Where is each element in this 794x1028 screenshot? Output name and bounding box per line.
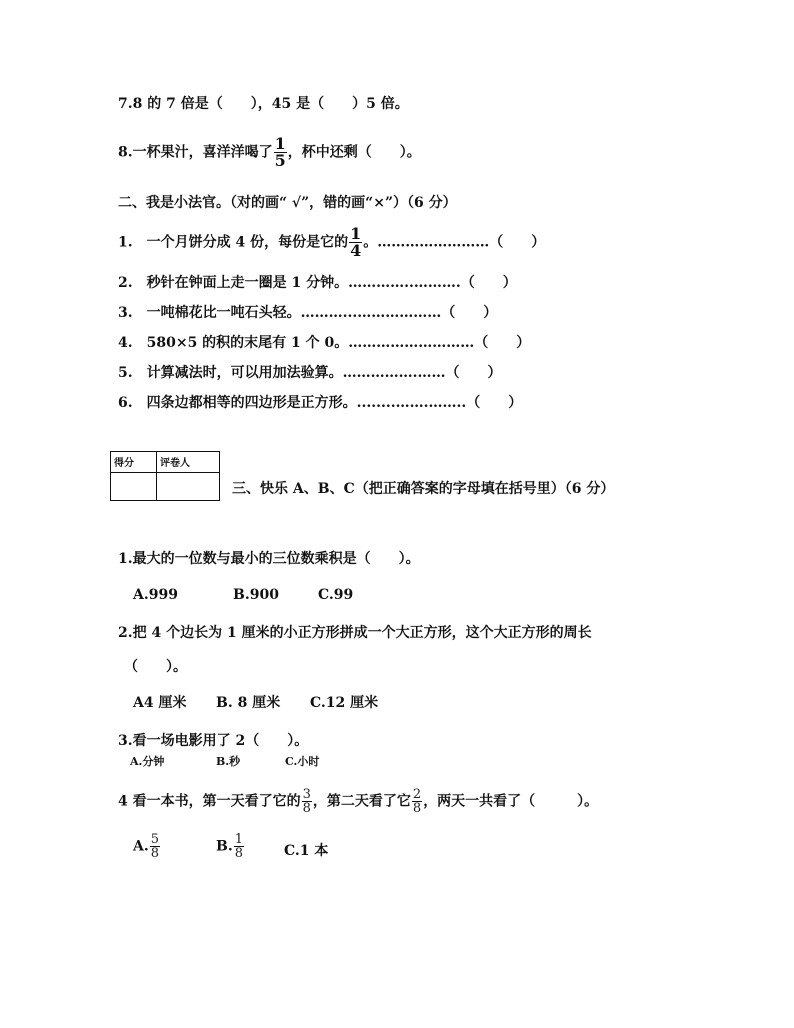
choice-question-4 [118, 788, 598, 815]
section-3-heading: 三、快乐 A、B、C（把正确答案的字母填在括号里）（6 分） [232, 481, 615, 497]
q1-option-a: A.999 [133, 587, 178, 603]
question-8 [118, 136, 421, 169]
fraction-two-eighths: $\frac{2}{8}$ [412, 787, 422, 816]
judge-item-3: 3. 一吨棉花比一吨石头轻。………...………………（ ） [118, 305, 498, 321]
fraction-one-eighth: $\frac{1}{8}$ [234, 832, 243, 861]
judge-item-1-text: 1. 一个月饼分成 4 份，每份是它的 [118, 234, 349, 251]
score-cell [111, 473, 157, 501]
choice-question-4-mid: ，第二天看了它 [312, 793, 411, 810]
choice-question-3: 3.看一场电影用了 2（ ）。 [118, 733, 309, 749]
q4-option-b: B. $\frac{1}{8}$ [216, 832, 243, 861]
question-8-text: 8.一杯果汁，喜洋洋喝了 [118, 144, 273, 161]
grader-cell [156, 473, 219, 501]
fraction-one-fifth: $\frac{1}{5}$ [274, 134, 286, 170]
judge-item-2: 2. 秒针在钟面上走一圈是 1 分钟。…………..……….（ ） [118, 275, 517, 291]
q1-option-b: B.900 [233, 587, 279, 603]
q3-option-c: C.小时 [285, 755, 320, 768]
judge-item-1 [118, 226, 545, 259]
q3-option-b: B.秒 [216, 755, 241, 768]
fraction-one-quarter: $\frac{1}{4}$ [350, 224, 362, 260]
judge-item-6: 6. 四条边都相等的四边形是正方形。........…….……..（ ） [118, 395, 523, 411]
score-label: 得分 [111, 452, 157, 473]
section-2-heading: 二、我是小法官。（对的画“ √”，错的画“×”）（6 分） [118, 195, 457, 211]
q4-option-c: C.1 本 [284, 843, 329, 859]
q1-option-c: C.99 [318, 587, 354, 603]
judge-item-1-tail: 。……………………（ ） [363, 234, 546, 251]
q3-option-a: A.分钟 [130, 755, 165, 768]
question-8-tail: ，杯中还剩（ ）。 [287, 144, 421, 161]
score-table [110, 451, 220, 501]
choice-question-1: 1.最大的一位数与最小的三位数乘积是（ ）。 [118, 551, 420, 567]
choice-question-4-text: 4 看一本书，第一天看了它的 [118, 793, 301, 810]
q2-option-b: B. 8 厘米 [216, 695, 281, 711]
grader-label: 评卷人 [156, 452, 219, 473]
judge-item-5: 5. 计算减法时，可以用加法验算。…………….……（ ） [118, 365, 502, 381]
fraction-three-eighths: $\frac{3}{8}$ [302, 787, 311, 816]
judge-item-4: 4. 580×5 的积的末尾有 1 个 0。………………………（ ） [118, 335, 531, 351]
q4-option-a: A. $\frac{5}{8}$ [133, 832, 160, 861]
choice-question-2-blank: （ ）。 [124, 659, 187, 675]
q2-option-c: C.12 厘米 [310, 695, 379, 711]
choice-question-2: 2.把 4 个边长为 1 厘米的小正方形拼成一个大正方形，这个大正方形的周长 [118, 625, 592, 641]
fraction-five-eighths: $\frac{5}{8}$ [150, 832, 160, 861]
choice-question-4-tail: ，两天一共看了（ ）。 [423, 793, 599, 810]
question-7: 7.8 的 7 倍是（ ），45 是（ ）5 倍。 [118, 96, 409, 112]
q2-option-a: A4 厘米 [133, 695, 187, 711]
